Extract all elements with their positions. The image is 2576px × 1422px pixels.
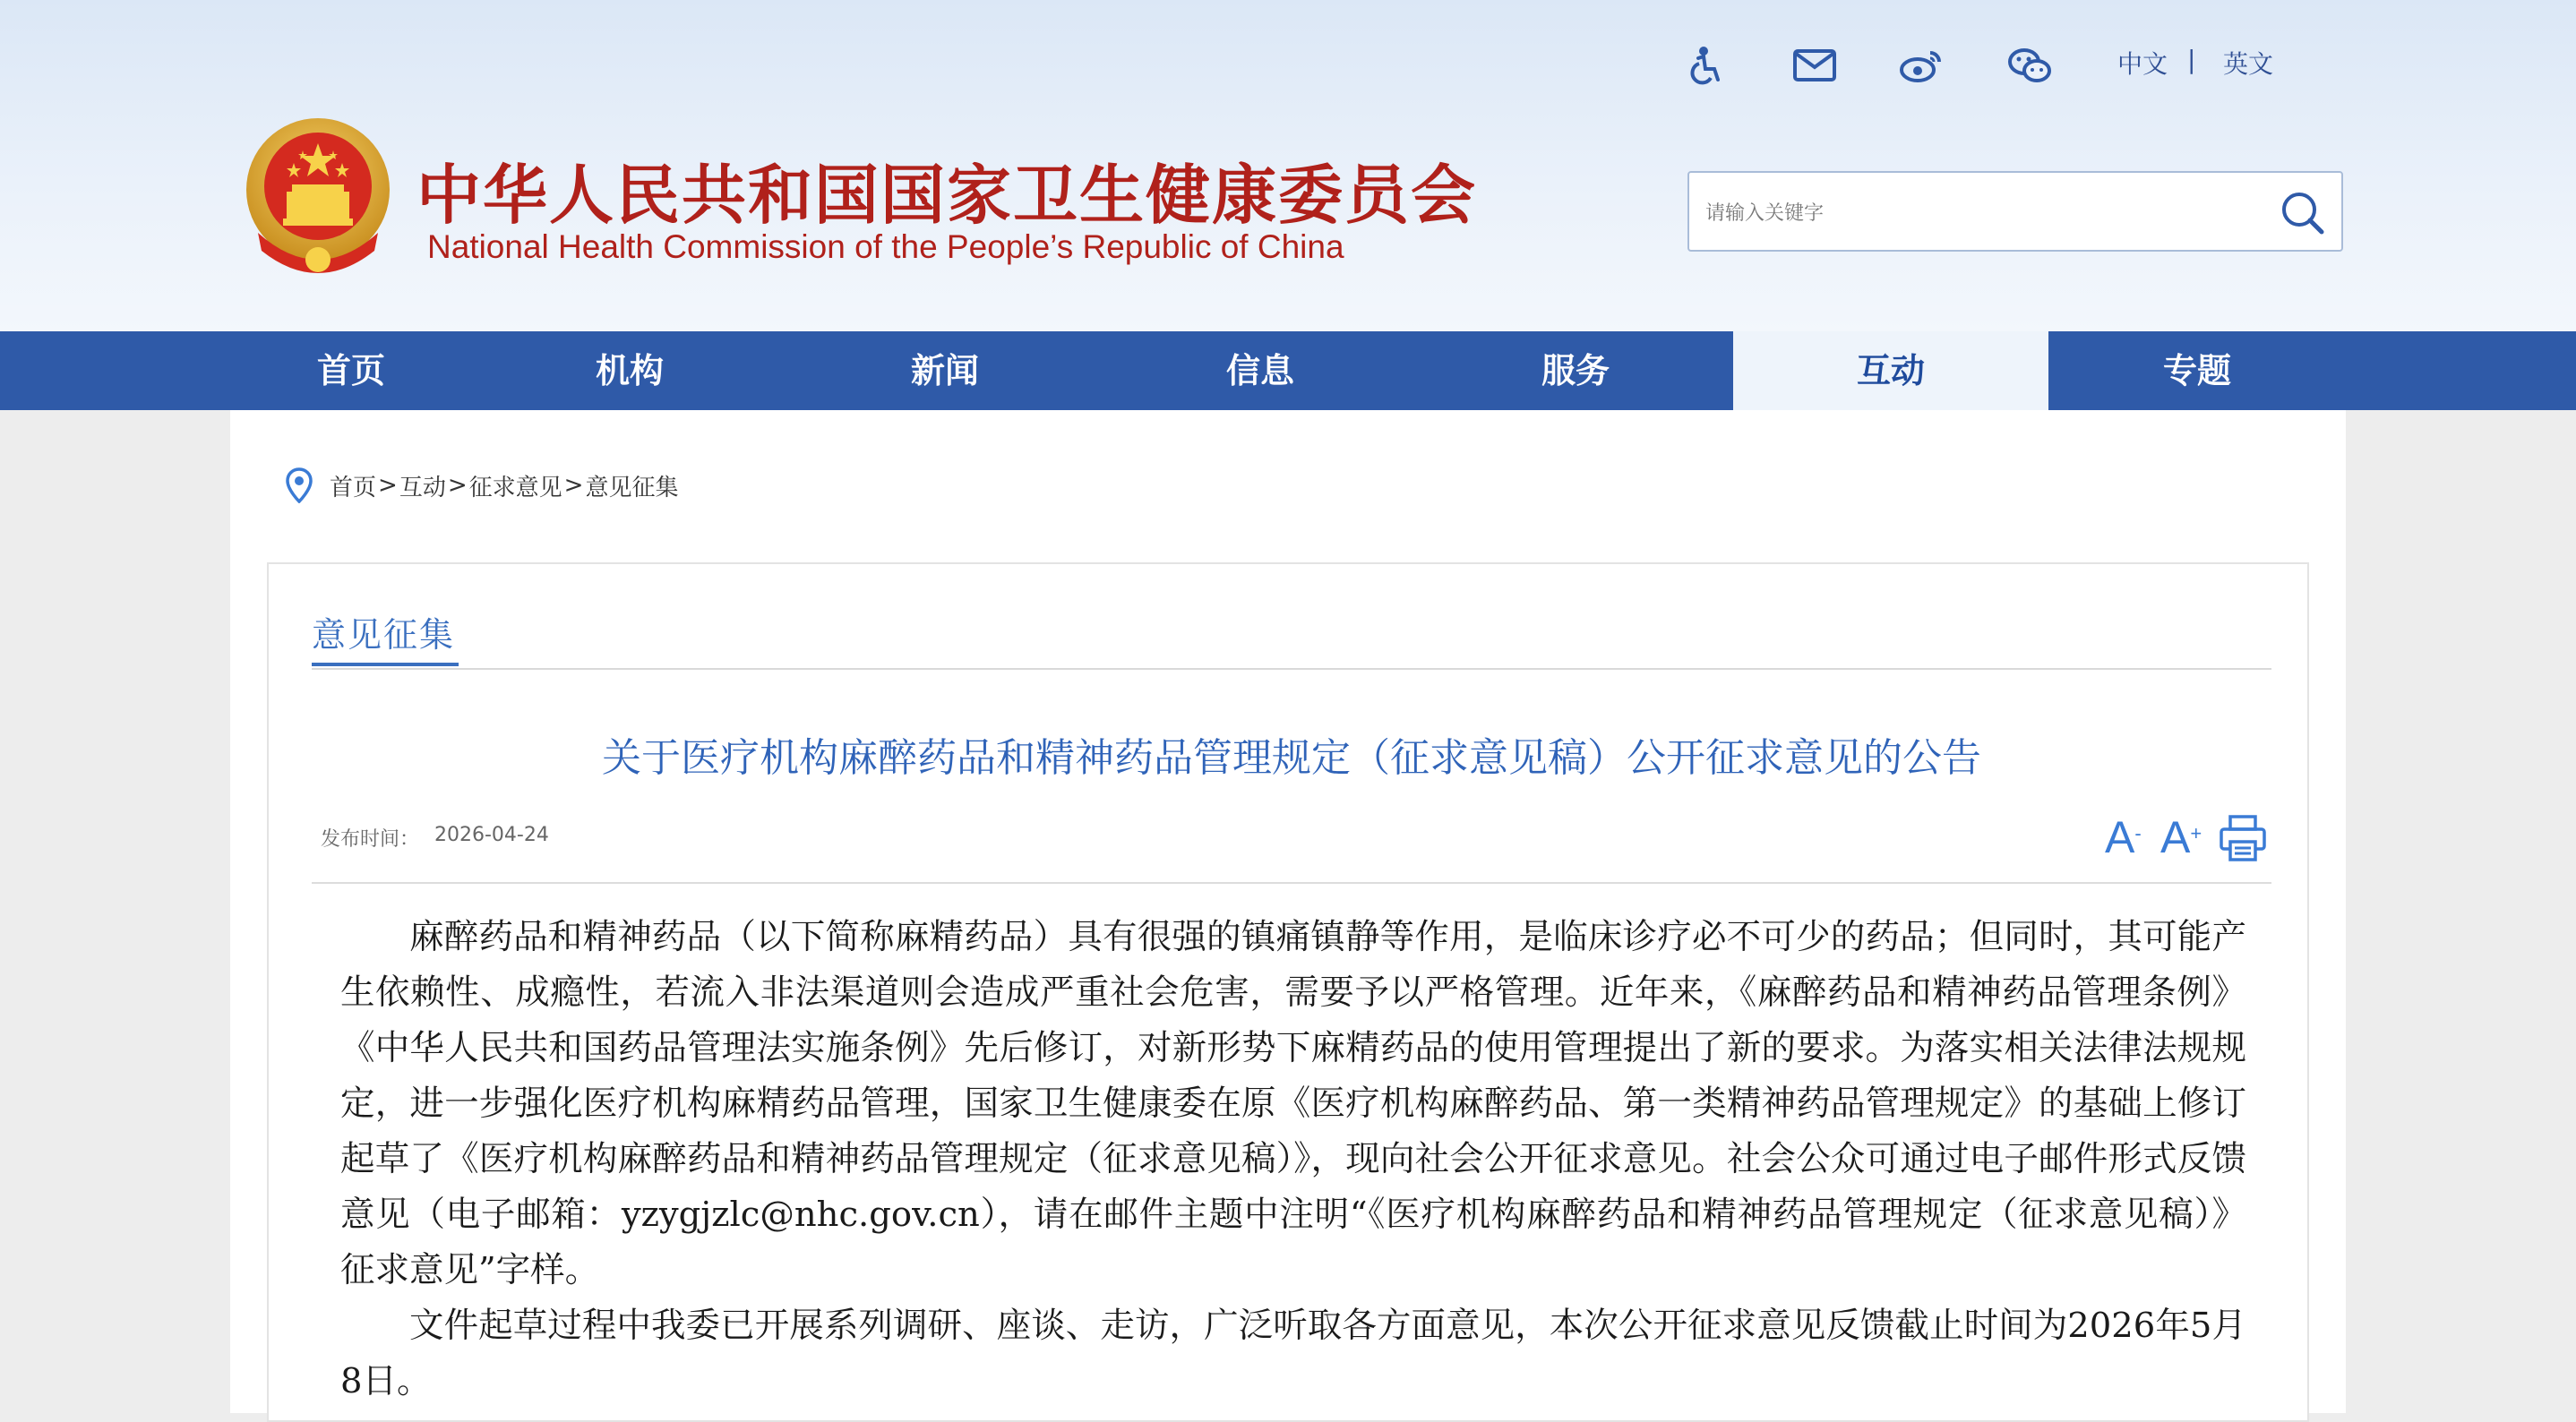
breadcrumb-opinion-collection[interactable]: 意见征集 xyxy=(585,474,679,501)
weibo-icon[interactable] xyxy=(1895,43,1949,88)
font-increase-icon[interactable]: A+ xyxy=(2160,812,2202,862)
nav-item-news[interactable]: 新闻 xyxy=(910,351,979,390)
lang-separator: | xyxy=(2187,45,2196,74)
breadcrumb-interaction[interactable]: 互动 xyxy=(399,474,446,501)
site-title-en: National Health Commission of the People’s Republic of China xyxy=(427,228,1344,265)
main-nav xyxy=(0,331,2576,410)
print-icon[interactable] xyxy=(2218,813,2268,867)
nav-item-interaction[interactable]: 互动 xyxy=(1733,331,2048,410)
meta-divider xyxy=(312,882,2271,884)
article-paragraph: 文件起草过程中我委已开展系列调研、座谈、走访，广泛听取各方面意见，本次公开征求意见反馈截止时间为2026年5月8日。 xyxy=(340,1306,2246,1401)
national-emblem-icon xyxy=(240,116,396,287)
breadcrumb-solicit-opinions[interactable]: 征求意见 xyxy=(468,474,562,501)
nav-item-services[interactable]: 服务 xyxy=(1541,351,1610,390)
location-pin-icon xyxy=(285,467,313,503)
section-tab-underline xyxy=(312,663,459,666)
search-icon[interactable] xyxy=(2277,187,2329,239)
mail-icon[interactable] xyxy=(1788,43,1842,88)
section-divider xyxy=(312,668,2271,670)
section-tab[interactable]: 意见征集 xyxy=(312,615,456,655)
breadcrumb-separator: > xyxy=(447,472,468,499)
breadcrumb xyxy=(285,467,678,503)
accessibility-icon[interactable] xyxy=(1680,43,1734,88)
article-title: 关于医疗机构麻醉药品和精神药品管理规定（征求意见稿）公开征求意见的公告 xyxy=(602,735,1981,781)
search-box xyxy=(1687,171,2343,252)
nav-item-information[interactable]: 信息 xyxy=(1225,351,1294,390)
publish-date: 2026-04-24 xyxy=(434,824,549,846)
breadcrumb-separator: > xyxy=(563,472,584,499)
lang-chinese-link[interactable]: 中文 xyxy=(2117,49,2168,79)
nav-item-organization[interactable]: 机构 xyxy=(595,351,664,390)
lang-english-link[interactable]: 英文 xyxy=(2223,49,2274,79)
nav-item-home[interactable]: 首页 xyxy=(316,351,385,390)
font-decrease-icon[interactable]: A- xyxy=(2105,812,2142,862)
breadcrumb-home[interactable]: 首页 xyxy=(330,474,377,501)
site-header xyxy=(0,0,2576,331)
article-body xyxy=(340,910,2246,1409)
nav-item-topics[interactable]: 专题 xyxy=(2162,351,2231,390)
article-paragraph: 麻醉药品和精神药品（以下简称麻精药品）具有很强的镇痛镇静等作用，是临床诊疗必不可少的药品；但同时，其可能产生依赖性、成瘾性，若流入非法渠道则会造成严重社会危害，需要予以严格管理。近年来，《麻醉药品和精神药品管理条例》《中华人民共和国药品管理法实施条例》先后修订，对新形势下麻精药品的使用管理提出了新的要求。为落实相关法律法规规定，进一步强化医疗机构麻精药品管理，国家卫生健康委在原《医疗机构麻醉药品、第一类精神药品管理规定》的基础上修订起草了《医疗机构麻醉药品和精神药品管理规定（征求意见稿）》，现向社会公开征求意见。社会公众可通过电子邮件形式反馈意见（电子邮箱：yzygjzlc@nhc.gov.cn），请在邮件主题中注明“《医疗机构麻醉药品和精神药品管理规定（征求意见稿）》征求意见”字样。 xyxy=(340,917,2246,1290)
wechat-icon[interactable] xyxy=(2003,43,2057,88)
search-input[interactable] xyxy=(1704,191,2245,236)
publish-label: 发布时间： xyxy=(321,828,420,851)
breadcrumb-separator: > xyxy=(378,472,398,499)
site-title-cn: 中华人民共和国国家卫生健康委员会 xyxy=(416,157,1478,233)
